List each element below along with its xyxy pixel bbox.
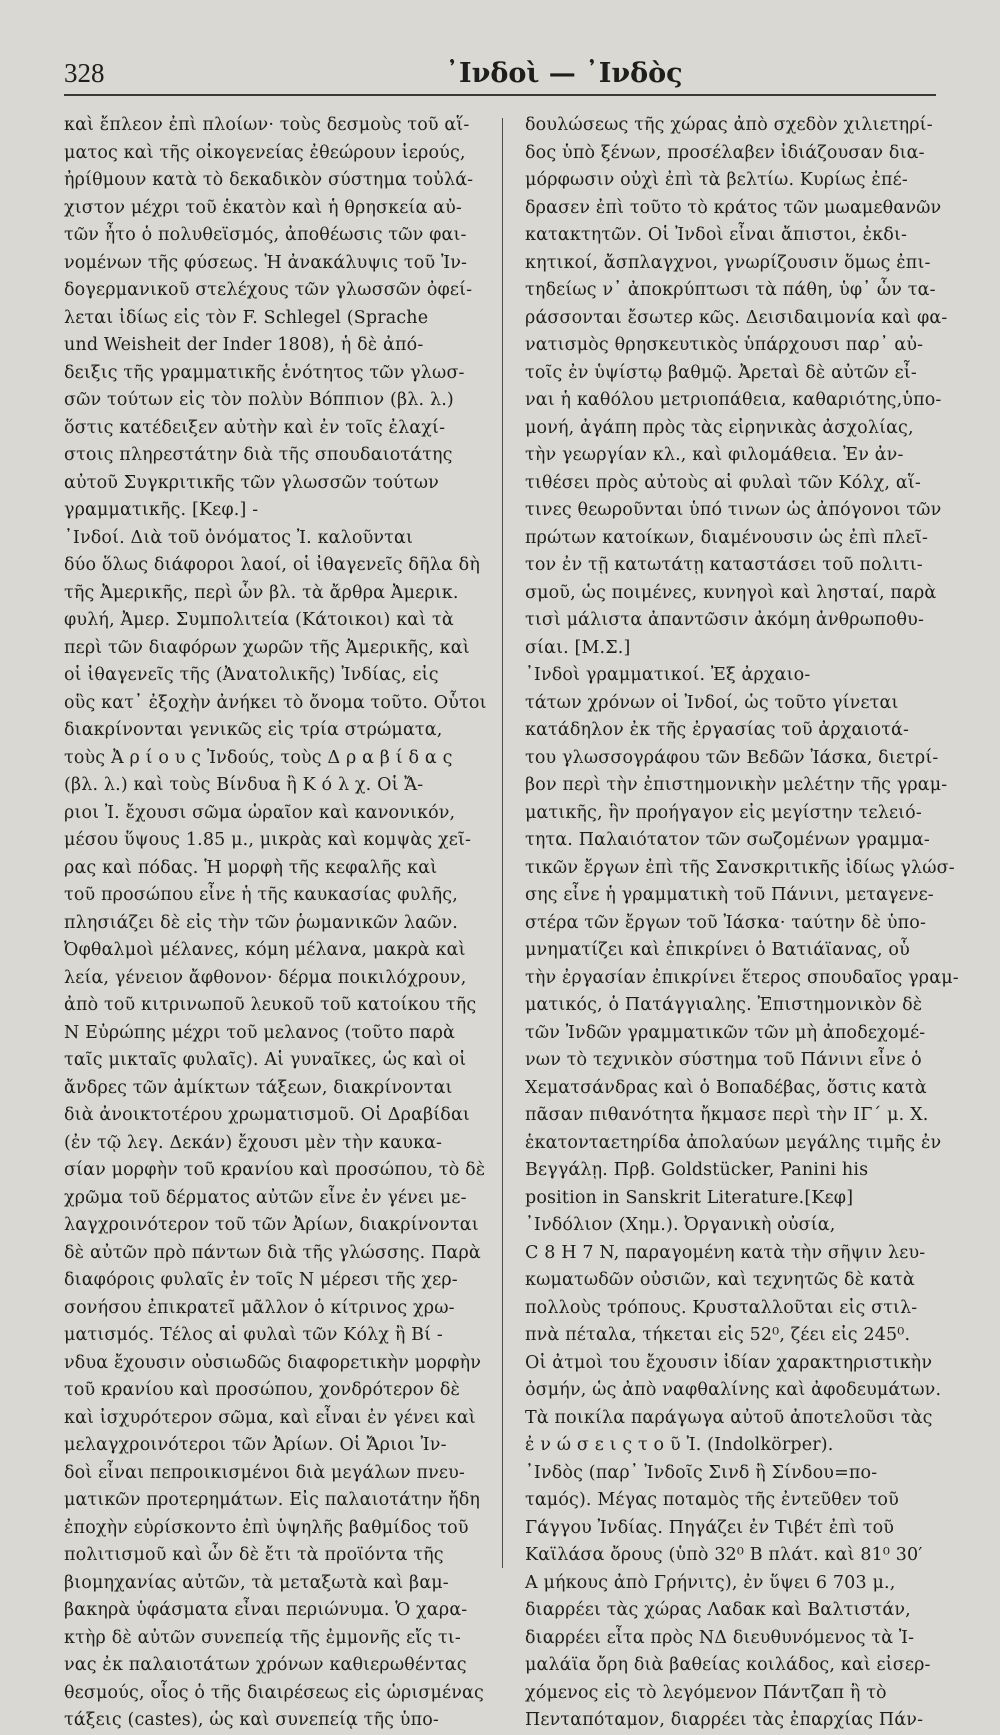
text-line: διαφόροις φυλαῖς ἐν τοῖς Ν μέρεσι τῆς χερ- <box>64 1270 458 1290</box>
text-line: σμοῦ, ὡς ποιμένες, κυνηγοὶ καὶ λησταί, παρὰ <box>525 582 937 603</box>
text-line: γραμματικῆς. [Κεφ.] - <box>64 500 259 520</box>
text-line: ἑκατονταετηρίδα ἀπολαύων μεγάλης τιμῆς ἐν <box>525 1132 942 1153</box>
text-line: του γλωσσογράφου τῶν Βεδῶν Ἰάσκα, διετρί- <box>525 747 939 768</box>
text-line: δος ὑπὸ ξένων, προσέλαβεν ἰδιάζουσαν δια- <box>525 142 925 163</box>
text-line: Χεματσάνδρας καὶ ὁ Βοπαδέβας, ὅστις κατὰ <box>525 1077 927 1098</box>
text-line: λεία, γένειον ἄφθονον· δέρμα ποικιλόχρουν, <box>64 967 467 988</box>
text-line: βακηρὰ ὑφάσματα εἶναι περιώνυμα. Ὁ χαρα- <box>64 1600 468 1620</box>
text-line: φυλή, Ἀμερ. Συμπολιτεία (Κάτοικοι) καὶ τὰ <box>64 610 454 630</box>
text-line: σίαι. [Μ.Σ.] <box>525 637 631 658</box>
text-line: δρασεν ἐπὶ τοῦτο τὸ κράτος τῶν μωαμεθανῶν <box>525 197 942 218</box>
text-line: τον ἐν τῇ κατωτάτῃ καταστάσει τοῦ πολιτι- <box>525 555 923 575</box>
text-line: δὲ αὐτῶν πρὸ πάντων διὰ τῆς γλώσσης. Παρὰ <box>64 1242 481 1263</box>
text-line: ὀσμήν, ὡς ἀπὸ ναφθαλίνης καὶ ἀφοδευμάτων. <box>525 1380 942 1400</box>
text-line: οὓς κατ᾽ ἐξοχὴν ἀνήκει τὸ ὄνομα τοῦτο. Οὗτοι <box>64 692 487 713</box>
text-line: τιθέσει πρὸς αὐτοὺς αἱ φυλαὶ τῶν Κόλχ, αἵ- <box>525 472 921 493</box>
text-line: τάτων χρόνων οἱ Ἰνδοί, ὡς τοῦτο γίνεται <box>525 692 899 713</box>
text-line: καὶ ἔπλεον ἐπὶ πλοίων· τοὺς δεσμοὺς τοῦ αἵ- <box>64 115 470 135</box>
text-line: πλησιάζει δὲ εἰς τὴν τῶν ῥωμανικῶν λαῶν. <box>64 912 459 933</box>
text-line: τοῖς ἐν ὑψίστῳ βαθμῷ. Ἀρεταὶ δὲ αὐτῶν εἶ- <box>525 362 917 383</box>
text-line: ριοι Ἰ. ἔχουσι σῶμα ὡραῖον καὶ κανονικόν, <box>64 802 456 823</box>
text-line: ταῖς μικταῖς φυλαῖς). Αἱ γυναῖκες, ὡς καὶ οἱ <box>64 1050 467 1070</box>
text-line: τικῶν ἔργων ἐπὶ τῆς Σανσκριτικῆς ἰδίως γλώσ- <box>525 857 955 878</box>
text-line: ναι ἡ καθόλου μετριοπάθεια, καθαριότης,ὑπο- <box>525 390 942 410</box>
text-line: ματικός, ὁ Πατάγγιαλης. Ἐπιστημονικὸν δὲ <box>525 995 923 1015</box>
text-line: ᾿Ινδόλιον (Χημ.). Ὀργανικὴ οὐσία, <box>525 1215 836 1235</box>
text-line: ἄνδρες τῶν ἀμίκτων τάξεων, διακρίνονται <box>64 1077 453 1098</box>
text-line: C 8 H 7 N, παραγομένη κατὰ τὴν σῆψιν λευ- <box>525 1242 926 1263</box>
text-line: κωματωδῶν οὐσιῶν, καὶ τεχνητῶς δὲ κατὰ <box>525 1270 915 1290</box>
text-line: στοις πληρεστάτην διὰ τῆς σπουδαιοτάτης <box>64 445 453 465</box>
text-line: ματισμός. Τέλος αἱ φυλαὶ τῶν Κόλχ ἢ Βί - <box>64 1325 443 1345</box>
text-line: τὴν γεωργίαν κλ., καὶ φιλομάθεια. Ἐν ἀν- <box>525 445 904 465</box>
text-line: τάξεις (castes), ὡς καὶ συνεπείᾳ τῆς ὑπο- <box>64 1710 439 1730</box>
page-number: 328 <box>64 58 105 88</box>
text-line: ρας καὶ πόδας. Ἡ μορφὴ τῆς κεφαλῆς καὶ <box>64 857 438 878</box>
text-line: Γάγγου Ἰνδίας. Πηγάζει ἐν Τιβέτ ἐπὶ τοῦ <box>525 1517 895 1538</box>
text-line: σῶν τούτων εἰς τὸν πολὺν Βόππιον (βλ. λ.) <box>64 390 454 410</box>
text-line: κητικοί, ἄσπλαγχνοι, γνωρίζουσιν ὅμως ἐπι- <box>525 252 931 273</box>
header-rule <box>64 94 936 96</box>
text-line: ματικῆς, ἣν προήγαγον εἰς μεγίστην τελειό- <box>525 802 922 823</box>
text-line: περὶ τῶν διαφόρων χωρῶν τῆς Ἀμερικῆς, καὶ <box>64 637 470 658</box>
left-column <box>64 112 487 1730</box>
text-line: διακρίνονται γενικῶς εἰς τρία στρώματα, <box>64 720 443 740</box>
page-header <box>64 50 936 100</box>
text-line: λεται ἰδίως εἰς τὸν F. Schlegel (Sprache <box>64 307 429 328</box>
text-line: μόρφωσιν οὐχὶ ἐπὶ τὰ βελτίω. Κυρίως ἐπέ- <box>525 170 908 190</box>
text-line: ταμός). Μέγας ποταμὸς τῆς ἐντεῦθεν τοῦ <box>525 1490 899 1510</box>
text-line: στέρα τῶν ἔργων τοῦ Ἰάσκα· ταύτην δὲ ὑπο- <box>525 912 927 933</box>
text-line: δοὶ εἶναι πεπροικισμένοι διὰ μεγάλων πνευ- <box>64 1462 465 1483</box>
text-line: οἱ ἰθαγενεῖς τῆς (Ἀνατολικῆς) Ἰνδίας, εἰς <box>64 665 439 685</box>
text-line: νδυα ἔχουσιν οὐσιωδῶς διαφορετικὴν μορφὴν <box>64 1352 482 1373</box>
text-line: λαγχροινότερον τοῦ τῶν Ἀρίων, διακρίνονται <box>64 1215 479 1235</box>
text-line: Οἱ ἀτμοὶ του ἔχουσιν ἰδίαν χαρακτηριστικὴν <box>525 1352 933 1373</box>
text-line: Καϊλάσα ὄρους (ὑπὸ 32⁰ Β πλάτ. καὶ 81⁰ 30′ <box>525 1545 923 1565</box>
text-line: τῶν ἦτο ὁ πολυθεϊσμός, ἀποθέωσις τῶν φαι- <box>64 225 467 245</box>
text-line: ματος καὶ τῆς οἰκογενείας ἐθεώρουν ἱερούς, <box>64 142 466 163</box>
text-line: χιστον μέχρι τοῦ ἑκατὸν καὶ ἡ θρησκεία αὐ- <box>64 197 462 218</box>
text-line: νων τὸ τεχνικὸν σύστημα τοῦ Πάνινι εἶνε ὁ <box>525 1050 922 1070</box>
text-line: (βλ. λ.) καὶ τοὺς Βίνδυα ἢ Κ ό λ χ. Οἱ Ἄ- <box>64 775 424 795</box>
text-line: κτὴρ δὲ αὐτῶν συνεπείᾳ τῆς ἐμμονῆς εἴς τι- <box>64 1627 461 1648</box>
text-line: κατακτητῶν. Οἱ Ἰνδοὶ εἶναι ἄπιστοι, ἐκδι- <box>525 225 908 245</box>
text-line: δειξις τῆς γραμματικῆς ἑνότητος τῶν γλωσ- <box>64 362 465 383</box>
text-line: πολλοὺς τρόπους. Κρυσταλλοῦται εἰς στιλ- <box>525 1297 918 1318</box>
text-line: μνηματίζει καὶ ἐπικρίνει ὁ Βατιάϊανας, οὗ <box>525 940 910 960</box>
text-line: Α μήκους ἀπὸ Γρήνιτς), ἐν ὕψει 6 703 μ., <box>525 1572 896 1593</box>
text-line: πᾶσαν πιθανότητα ἤκμασε περὶ τὴν ΙΓ´ μ. Χ. <box>525 1105 929 1125</box>
text-line: τητα. Παλαιότατον τῶν σωζομένων γραμμα- <box>525 830 930 850</box>
text-line: πνὰ πέταλα, τήκεται εἰς 52⁰, ζέει εἰς 245⁰. <box>525 1325 911 1345</box>
text-line: μέσου ὕψους 1.85 μ., μικρὰς καὶ κομψὰς χεῖ- <box>64 830 472 850</box>
text-line: ἐποχὴν εὑρίσκοντο ἐπὶ ὑψηλῆς βαθμίδος τοῦ <box>64 1517 469 1538</box>
text-line: νομένων τῆς φύσεως. Ἡ ἀνακάλυψις τοῦ Ἰν- <box>64 252 468 273</box>
text-line: τῶν Ἰνδῶν γραμματικῶν τῶν μὴ ἀποδεχομέ- <box>525 1022 926 1043</box>
text-line: ἐ ν ώ σ ε ι ς τ ο ῦ Ἰ. (Indolkörper). <box>525 1435 834 1455</box>
text-line: ἠρίθμουν κατὰ τὸ δεκαδικὸν σύστημα τοὐλά- <box>64 170 474 190</box>
text-line: δογερμανικοῦ στελέχους τῶν γλωσσῶν ὀφεί- <box>64 280 473 300</box>
text-line: αὐτοῦ Συγκριτικῆς τῶν γλωσσῶν τούτων <box>64 472 439 493</box>
text-line: θεσμούς, οἷος ὁ τῆς διαιρέσεως εἰς ὡρισμένας <box>64 1682 484 1703</box>
text-line: πρώτων κατοίκων, διαμένουσιν ὡς ἐπὶ πλεῖ- <box>525 527 929 548</box>
text-line: τινες θεωροῦνται ὑπό τινων ὡς ἀπόγονοι τῶν <box>525 500 942 520</box>
text-line: σίαν μορφὴν τοῦ κρανίου καὶ προσώπου, τὸ δὲ <box>64 1160 486 1180</box>
text-line: ᾿Ινδοὶ γραμματικοί. Ἐξ ἀρχαιο- <box>525 665 811 685</box>
right-column <box>525 112 959 1730</box>
text-line: σης εἶνε ἡ γραμματικὴ τοῦ Πάνινι, μεταγενε- <box>525 885 934 905</box>
text-line: ὅστις κατέδειξεν αὐτὴν καὶ ἐν τοῖς ἐλαχί- <box>64 417 446 438</box>
text-line: position in Sanskrit Literature.[Κεφ] <box>525 1187 854 1208</box>
text-line: ράσσονται ἔσωτερ κῶς. Δεισιδαιμονία καὶ φα- <box>525 307 948 328</box>
text-line: μονή, ἀγάπη πρὸς τὰς εἰρηνικὰς ἀσχολίας, <box>525 417 914 438</box>
text-line: καὶ ἰσχυρότερον σῶμα, καὶ εἶναι ἐν γένει καὶ <box>64 1407 476 1428</box>
text-line: Πενταπόταμον, διαρρέει τὰς ἐπαρχίας Πάν- <box>525 1710 924 1730</box>
text-line: τισὶ μάλιστα ἀπαντῶσιν ἀκόμη ἀνθρωποθυ- <box>525 610 925 630</box>
text-line: τοὺς Ἀ ρ ί ο υ ς Ἰνδούς, τοὺς Δ ρ α β ί δ α ς <box>64 747 453 768</box>
text-line: δύο ὅλως διάφοροι λαοί, οἱ ἰθαγενεῖς δῆλα δὴ <box>64 555 480 575</box>
text-line: ᾿Ινδοί. Διὰ τοῦ ὀνόματος Ἰ. καλοῦνται <box>64 527 413 548</box>
text-line: βιομηχανίας αὐτῶν, τὰ μεταξωτὰ καὶ βαμ- <box>64 1572 449 1593</box>
text-line: (ἐν τῷ λεγ. Δεκάν) ἔχουσι μὲν τὴν καυκα- <box>64 1132 443 1153</box>
text-line: ἀπὸ τοῦ κιτρινωποῦ λευκοῦ τοῦ κατοίκου τῆς <box>64 995 477 1015</box>
text-line: τηδείως ν᾽ ἀποκρύπτωσι τὰ πάθη, ὑφ᾽ ὧν τα- <box>525 280 936 300</box>
text-line: βον περὶ τὴν ἐπιστημονικὴν μελέτην τῆς γραμ- <box>525 775 948 795</box>
text-line: διαρρέει τὰς χώρας Λαδακ καὶ Βαλτιστάν, <box>525 1600 911 1620</box>
text-line: νας ἐκ παλαιοτάτων χρόνων καθιερωθέντας <box>64 1655 467 1675</box>
text-line: Ν Εὐρώπης μέχρι τοῦ μελανος (τοῦτο παρὰ <box>64 1022 455 1043</box>
text-line: τὴν ἐργασίαν ἐπικρίνει ἕτερος σπουδαῖος γραμ- <box>525 967 959 988</box>
text-line: und Weisheit der Inder 1808), ἡ δὲ ἀπό- <box>64 335 424 355</box>
text-line: Τὰ ποικίλα παράγωγα αὐτοῦ ἀποτελοῦσι τὰς <box>525 1407 933 1428</box>
text-line: ᾿Ινδὸς (παρ᾽ Ἰνδοῖς Σινδ ἢ Σίνδου=πο- <box>525 1462 878 1483</box>
text-line: μελαγχροινότεροι τῶν Ἀρίων. Οἱ Ἄριοι Ἰν- <box>64 1435 447 1455</box>
column-divider <box>502 118 503 1568</box>
text-line: Ὀφθαλμοὶ μέλανες, κόμη μέλανα, μακρὰ καὶ <box>64 940 466 960</box>
text-line: κατάδηλον ἐκ τῆς ἐργασίας τοῦ ἀρχαιοτά- <box>525 720 910 740</box>
text-line: Βεγγάλῃ. Πρβ. Goldstücker, Panini his <box>525 1160 869 1180</box>
text-line: τοῦ προσώπου εἶνε ἡ τῆς καυκασίας φυλῆς, <box>64 885 458 905</box>
text-line: μαλάϊα ὄρη διὰ βαθείας κοιλάδος, καὶ εἰσερ- <box>525 1655 931 1675</box>
running-head: ᾿Ινδοὶ — ᾿Ινδὸς <box>445 58 683 89</box>
text-line: διαρρέει εἶτα πρὸς ΝΔ διευθυνόμενος τὰ Ἰ- <box>525 1627 915 1648</box>
text-line: ματικῶν προτερημάτων. Εἰς παλαιοτάτην ἤδη <box>64 1490 481 1510</box>
text-line: τῆς Ἀμερικῆς, περὶ ὧν βλ. τὰ ἄρθρα Ἀμερικ. <box>64 582 459 603</box>
text-line: δουλώσεως τῆς χώρας ἀπὸ σχεδὸν χιλιετηρί- <box>525 115 933 135</box>
text-line: τοῦ κρανίου καὶ προσώπου, χονδρότερον δὲ <box>64 1380 461 1400</box>
text-line: πολιτισμοῦ καὶ ὧν δὲ ἔτι τὰ προϊόντα τῆς <box>64 1545 444 1565</box>
text-line: σονήσου ἐπικρατεῖ μᾶλλον ὁ κίτρινος χρω- <box>64 1297 455 1318</box>
text-line: διὰ ἀνοικτοτέρου χρωματισμοῦ. Οἱ Δραβίδαι <box>64 1105 470 1125</box>
text-line: χρῶμα τοῦ δέρματος αὐτῶν εἶνε ἐν γένει με- <box>64 1187 467 1208</box>
text-line: νατισμὸς θρησκευτικὸς ὑπάρχουσι παρ᾽ αὐ- <box>525 335 924 355</box>
text-line: χόμενος εἰς τὸ λεγόμενον Πάντζαπ ἢ τὸ <box>525 1682 887 1703</box>
